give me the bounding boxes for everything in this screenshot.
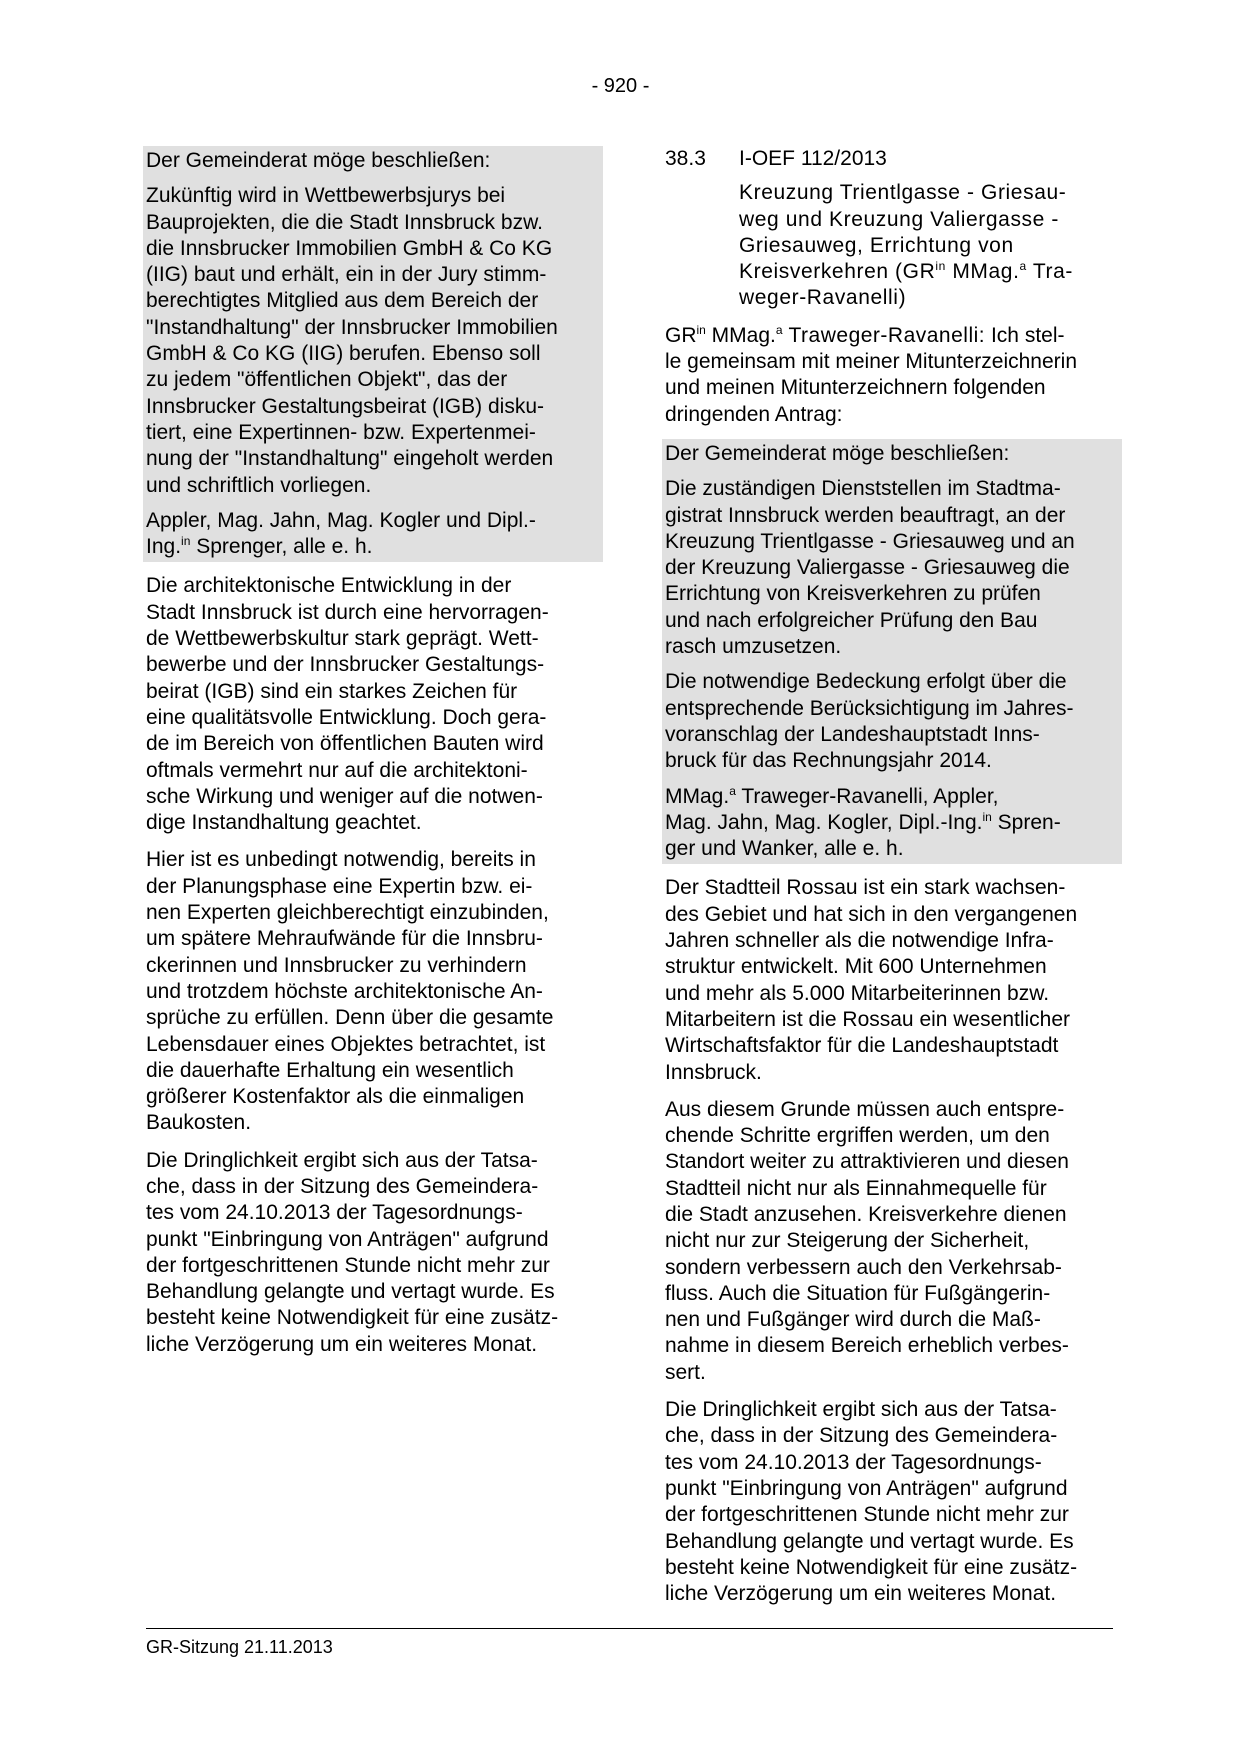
agenda-item-title: Kreuzung Trientlgasse - Griesau- weg und Kreuzung Valiergasse - Griesauweg, Errichtung von Kreisverkehren ($GR^{in}$ MMag.$^a$ Tra- weger-Ravanelli) (739, 181, 1073, 310)
page-number: - 920 - (591, 75, 650, 97)
footer-session-date: GR-Sitzung 21.11.2013 (146, 1637, 333, 1657)
funding-text: Die notwendige Bedeckung erfolgt über die entsprechende Berücksichtigung im Jahres- voranschlag der Landeshauptstadt Inns- bruck für das Rechnungsjahr 2014. (665, 670, 1074, 773)
urgency-paragraph: Die Dringlichkeit ergibt sich aus der Tatsa- che, dass in der Sitzung des Gemeindera- tes vom 24.10.2013 der Tagesordnungs- punkt "Einbringung von Anträgen" aufgrund der fortgeschrittenen Stunde nicht mehr zur Behandlung gelangte und vertagt wurde. Es besteht keine Notwendigkeit für eine zusätz- liche Verzögerung um ein weiteres Monat. (665, 1398, 1078, 1606)
motion-signatures: MMag.$^a$ Traweger-Ravanelli, Appler, Mag. Jahn, Mag. Kogler, Dipl.-Ing.$^{in}$ Spren- ger und Wanker, alle e. h. (665, 783, 1061, 861)
agenda-item-number: 38.3 (665, 147, 706, 170)
justification-paragraph-1: Der Stadtteil Rossau ist ein stark wachsen- des Gebiet und hat sich in den vergangenen Jahren schneller als die notwendige Infra- struktur entwickelt. Mit 600 Unternehmen und mehr als 5.000 Mitarbeiterinnen bzw. Mitarbeitern ist die Rossau ein wesentlicher Wirtschaftsfaktor für die Landeshauptstadt Innsbruck. (665, 876, 1078, 1084)
motion-box-right (662, 439, 1122, 864)
justification-paragraph-1: Die architektonische Entwicklung in der Stadt Innsbruck ist durch eine hervorragen- de Wettbewerbskultur stark geprägt. Wett- bewerbe und der Innsbrucker Gestaltungs- beirat (IGB) sind ein starkes Zeichen für eine qualitätsvolle Entwicklung. Doch gera- de im Bereich von öffentlichen Bauten wird oftmals vermehrt nur auf die architektoni- sche Wirkung und weniger auf die notwen- dige Instandhaltung geachtet. (146, 574, 549, 835)
right-column (665, 146, 1118, 1607)
agenda-item-code: I-OEF 112/2013 (739, 147, 887, 170)
urgency-paragraph: Die Dringlichkeit ergibt sich aus der Tatsa- che, dass in der Sitzung des Gemeindera- tes vom 24.10.2013 der Tagesordnungs- punkt "Einbringung von Anträgen" aufgrund der fortgeschrittenen Stunde nicht mehr zur Behandlung gelangte und vertagt wurde. Es besteht keine Notwendigkeit für eine zusätz- liche Verzögerung um ein weiteres Monat. (146, 1148, 559, 1356)
justification-paragraph-2: Hier ist es unbedingt notwendig, bereits in der Planungsphase eine Expertin bzw. ei- nen Experten gleichberechtigt einzubinden, um spätere Mehraufwände für die Innsbru- ckerinnen und Innsbrucker zu verhindern und trotzdem höchste architektonische An- sprüche zu erfüllen. Denn über die gesamte Lebensdauer eines Objektes betrachtet, ist die dauerhafte Erhaltung ein wesentlich größerer Kostenfaktor als die einmaligen Baukosten. (146, 848, 554, 1135)
motion-text: Die zuständigen Dienststellen im Stadtma- gistrat Innsbruck werden beauftragt, an der Kreuzung Trientlgasse - Griesauweg und an der Kreuzung Valiergasse - Griesauweg die Errichtung von Kreisverkehren zu prüfen und nach erfolgreicher Prüfung den Bau rasch umzusetzen. (665, 477, 1075, 659)
motion-heading: Der Gemeinderat möge beschließen: (665, 441, 1010, 465)
justification-paragraph-2: Aus diesem Grunde müssen auch entspre- chende Schritte ergriffen werden, um den Standort weiter zu attraktivieren und diesen Stadtteil nicht nur als Einnahmequelle für die Stadt anzusehen. Kreisverkehre dienen nicht nur zur Steigerung der Sicherheit, sondern verbessern auch den Verkehrsab- fluss. Auch die Situation für Fußgängerin- nen und Fußgänger wird durch die Maß- nahme in diesem Bereich erheblich verbes- sert. (665, 1097, 1069, 1384)
agenda-item-header (665, 146, 1118, 172)
footer-divider (146, 1628, 1113, 1629)
motion-introduction: $GR^{in}$ MMag.$^a$ Traweger-Ravanelli: Ich stel- le gemeinsam mit meiner Mitunterzeichnerin und meinen Mitunterzeichnern folgenden dringenden Antrag: (665, 322, 1077, 426)
left-column (146, 146, 599, 1358)
motion-text: Zukünftig wird in Wettbewerbsjurys bei Bauprojekten, die die Stadt Innsbruck bzw. die Innsbrucker Immobilien GmbH & Co KG (IIG) baut und erhält, ein in der Jury stimm- berechtigtes Mitglied aus dem Bereich der "Instandhaltung" der Innsbrucker Immobilien GmbH & Co KG (IIG) berufen. Ebenso soll zu jedem "öffentlichen Objekt", das der Innsbrucker Gestaltungsbeirat (IGB) disku- tiert, eine Expertinnen- bzw. Expertenmei- nung der "Instandhaltung" eingeholt werden und schriftlich vorliegen. (146, 184, 558, 497)
motion-heading: Der Gemeinderat möge beschließen: (146, 149, 491, 172)
motion-box-left (143, 146, 603, 562)
motion-signatures: Appler, Mag. Jahn, Mag. Kogler und Dipl.- Ing.$^{in}$ Sprenger, alle e. h. (146, 508, 536, 559)
